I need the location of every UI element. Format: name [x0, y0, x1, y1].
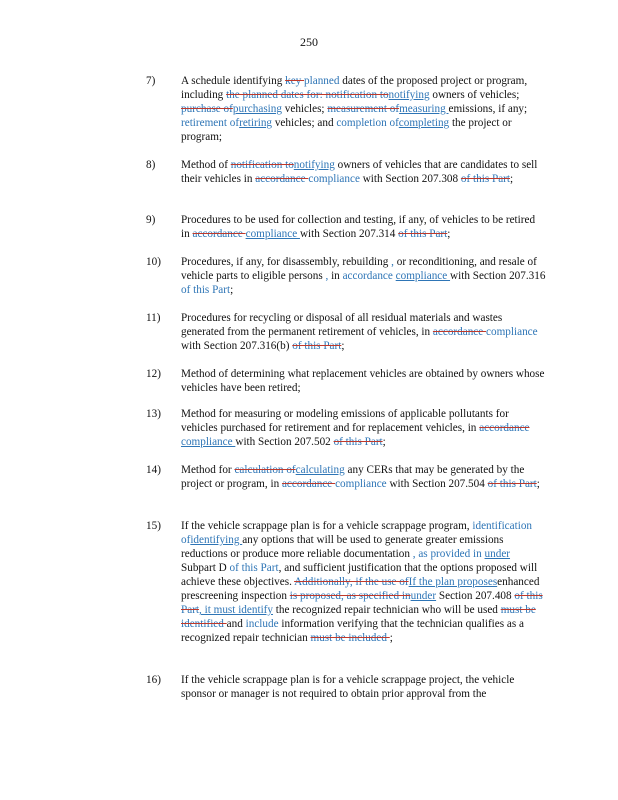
- plain-text: with Section 207.502: [235, 436, 334, 448]
- deleted-text: of this Part: [333, 436, 383, 448]
- plain-text: Method of: [181, 159, 231, 171]
- plain-text: ;: [510, 173, 514, 185]
- item-number: 8): [146, 159, 156, 171]
- deleted-text: the planned dates for: notification to: [226, 89, 389, 101]
- inserted-text: compliance: [395, 270, 451, 282]
- deleted-text: key: [285, 75, 305, 87]
- plain-text: with Section 207.504: [386, 478, 488, 490]
- deleted-text: accordance: [255, 173, 309, 185]
- inserted-text: ,: [325, 270, 329, 282]
- deleted-text: purchase of: [181, 103, 233, 115]
- inserted-text: measuring: [399, 103, 449, 115]
- plain-text: the recognized repair technician who will be used: [273, 604, 501, 616]
- item-number: 13): [146, 408, 161, 420]
- plain-text: ;: [382, 436, 386, 448]
- inserted-text: identification of: [181, 520, 533, 546]
- inserted-text: retirement of: [181, 117, 240, 129]
- plain-text: Method for: [181, 464, 235, 476]
- inserted-text: , as provided in: [412, 548, 485, 560]
- deleted-text: is proposed, as specified in: [289, 590, 411, 602]
- plain-text: with Section 207.314: [299, 228, 399, 240]
- plain-text: with Section 207.316(b): [181, 340, 293, 352]
- plain-text: , and sufficient justification that the options proposed will achieve these objectives.: [181, 562, 538, 588]
- plain-text: Subpart D: [181, 562, 230, 574]
- plain-text: with Section 207.308: [359, 173, 461, 185]
- deleted-text: must be identified: [181, 604, 536, 630]
- item-text: [181, 519, 546, 645]
- plain-text: emissions, if any;: [448, 103, 528, 115]
- plain-text: in: [328, 270, 343, 282]
- inserted-text: notifying: [388, 89, 430, 101]
- inserted-text: ,: [391, 256, 394, 268]
- plain-text: ;: [447, 228, 451, 240]
- plain-text: A schedule identifying: [181, 75, 286, 87]
- plain-text: with Section 207.316: [450, 270, 546, 282]
- inserted-text: completion of: [336, 117, 399, 129]
- item-number: 12): [146, 368, 161, 380]
- inserted-text: compliance: [335, 478, 387, 490]
- plain-text: Method for measuring or modeling emissions of applicable pollutants for vehicles purchased for retirement and for replacement vehicles, in: [181, 408, 509, 434]
- item-number: 11): [146, 312, 161, 324]
- inserted-text: under: [484, 548, 511, 560]
- deleted-text: Additionally, if the use of: [294, 576, 409, 588]
- deleted-text: of this Part: [398, 228, 448, 240]
- item-text: [181, 213, 546, 241]
- plain-text: or reconditioning, and resale of vehicle parts to eligible persons: [181, 256, 537, 282]
- inserted-text: completing: [398, 117, 450, 129]
- deleted-text: notification to: [230, 159, 294, 171]
- item-number: 9): [146, 214, 156, 226]
- plain-text: Section 207.408: [436, 590, 515, 602]
- item-text: [181, 407, 546, 449]
- plain-text: owners of vehicles;: [429, 89, 520, 101]
- plain-text: Procedures, if any, for disassembly, rebuilding: [181, 256, 392, 268]
- inserted-text: compliance: [181, 436, 236, 448]
- deleted-text: must be included: [310, 632, 390, 644]
- item-number: 15): [146, 520, 161, 532]
- deleted-text: measurement of: [327, 103, 400, 115]
- plain-text: owners of vehicles that are candidates to sell their vehicles in: [181, 159, 538, 185]
- inserted-text: of this Part: [229, 562, 279, 574]
- inserted-text: under: [410, 590, 437, 602]
- plain-text: any CERs that may be generated by the project or program, in: [181, 464, 525, 490]
- inserted-text: identifying: [190, 534, 243, 546]
- inserted-text: compliance: [245, 228, 300, 240]
- plain-text: ;: [536, 478, 540, 490]
- deleted-text: accordance: [281, 478, 336, 490]
- deleted-text: calculation of: [234, 464, 296, 476]
- deleted-text: accordance: [192, 228, 246, 240]
- plain-text: If the vehicle scrappage plan is for a vehicle scrappage program,: [181, 520, 473, 532]
- inserted-text: of this Part: [181, 284, 231, 296]
- inserted-text: compliance: [308, 173, 360, 185]
- plain-text: and: [226, 618, 246, 630]
- inserted-text: compliance: [486, 326, 538, 338]
- inserted-text: notifying: [293, 159, 335, 171]
- inserted-text: retiring: [239, 117, 273, 129]
- plain-text: the project or program;: [181, 117, 512, 143]
- inserted-text: If the plan proposes: [408, 576, 498, 588]
- deleted-text: of this Part: [460, 173, 511, 185]
- inserted-text: purchasing: [232, 103, 282, 115]
- plain-text: If the vehicle scrappage plan is for a vehicle scrappage project, the vehicle sponsor or manager is not required to obtain prior approval from the: [181, 674, 515, 700]
- page-number: 250: [300, 35, 318, 49]
- item-text: [181, 673, 546, 701]
- plain-text: information verifying that the technician qualifies as a recognized repair technician: [181, 618, 524, 644]
- item-number: 7): [146, 75, 156, 87]
- item-text: [181, 158, 546, 186]
- plain-text: vehicles;: [281, 103, 328, 115]
- inserted-text: planned: [304, 75, 340, 87]
- plain-text: Method of determining what replacement vehicles are obtained by owners whose vehicles have been retired;: [181, 368, 545, 394]
- item-text: [181, 367, 546, 395]
- deleted-text: accordance: [432, 326, 487, 338]
- item-number: 14): [146, 464, 161, 476]
- deleted-text: of this Part: [292, 340, 342, 352]
- inserted-text: accordance: [342, 270, 396, 282]
- inserted-text: calculating: [295, 464, 345, 476]
- item-text: [181, 311, 546, 353]
- inserted-text: , it must identify: [199, 604, 273, 616]
- deleted-text: of this Part: [181, 590, 543, 616]
- plain-text: Procedures for recycling or disposal of all residual materials and wastes generated from the permanent retirement of vehicles, in: [181, 312, 503, 338]
- inserted-text: include: [245, 618, 279, 630]
- item-text: [181, 255, 546, 297]
- plain-text: dates of the proposed project or program, including: [181, 75, 528, 101]
- deleted-text: accordance: [479, 422, 530, 434]
- plain-text: vehicles; and: [272, 117, 337, 129]
- plain-text: ;: [230, 284, 234, 296]
- item-text: [181, 463, 546, 491]
- item-number: 10): [146, 256, 161, 268]
- deleted-text: of this Part: [487, 478, 537, 490]
- plain-text: Procedures to be used for collection and testing, if any, of vehicles to be retired in: [181, 214, 536, 240]
- item-number: 16): [146, 674, 161, 686]
- plain-text: ;: [389, 632, 393, 644]
- item-text: [181, 74, 546, 144]
- plain-text: any options that will be used to generate greater emissions reductions or produce more reliable documentation: [181, 534, 504, 560]
- plain-text: ;: [341, 340, 345, 352]
- plain-text: enhanced prescreening inspection: [181, 576, 540, 602]
